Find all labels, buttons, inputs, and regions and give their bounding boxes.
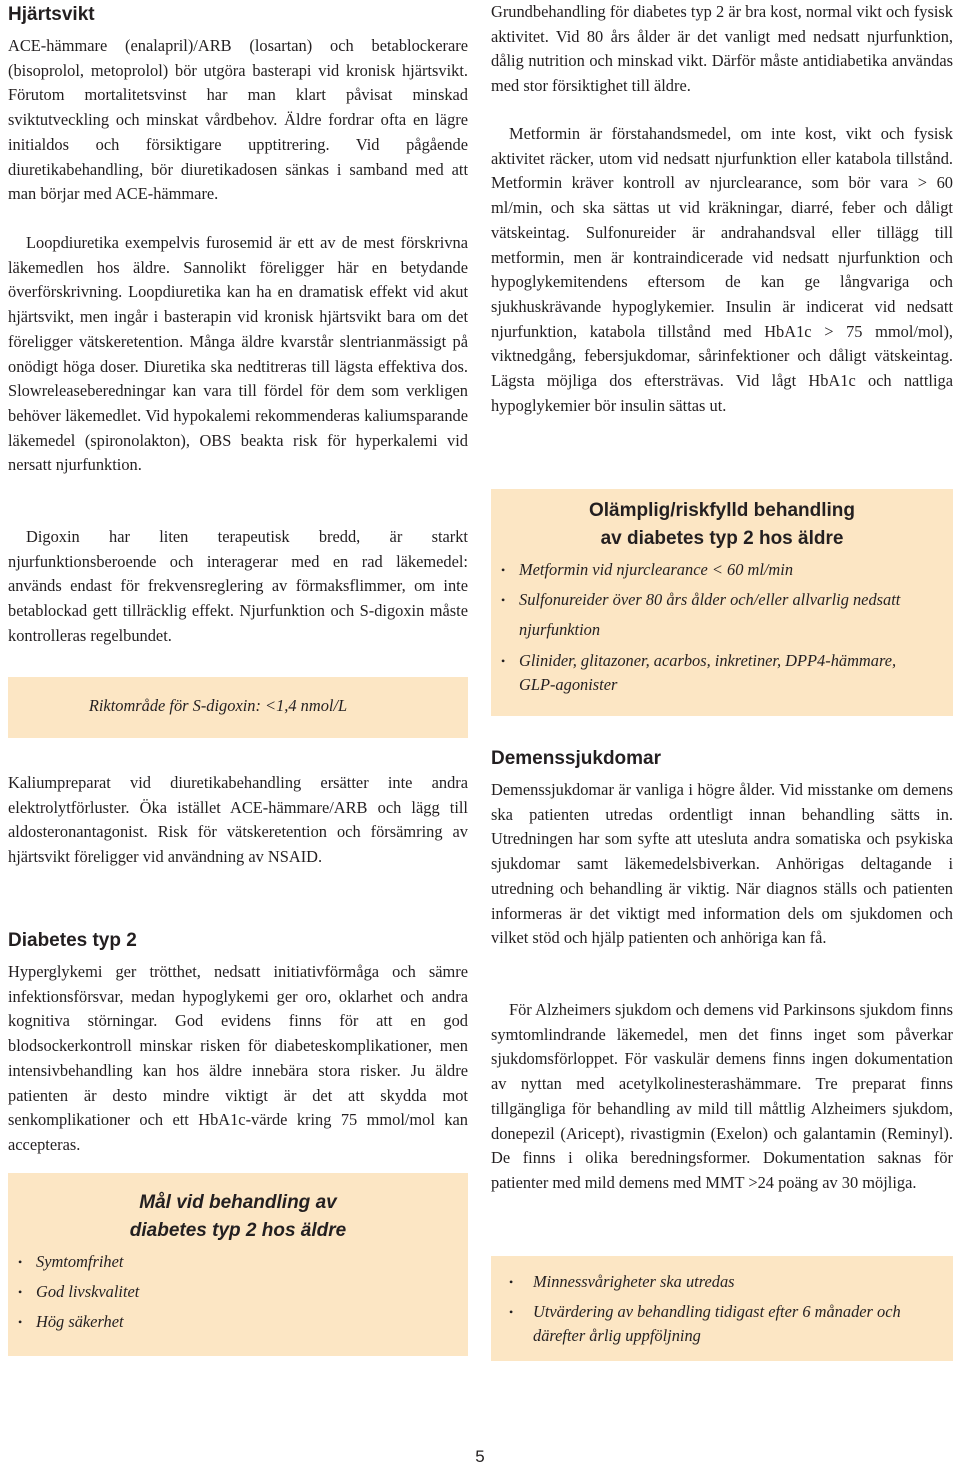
heading-diabetes: Diabetes typ 2 xyxy=(8,930,137,951)
demens-list xyxy=(491,1267,953,1348)
diabetes-goal-box xyxy=(8,1173,468,1356)
goal-list-item: • God livskvalitet xyxy=(18,1282,140,1301)
hjartsvikt-paragraph-3: Digoxin har liten terapeutisk bredd, är starkt njurfunktionsberoende och interagerar med en rad läkemedel: används endast för frekvensreglering av förmaksflimmer, om inte betablockad gett tillräcklig effekt. Njurfunktion och S-digoxin måste kontrolleras regelbundet. xyxy=(8,527,468,645)
risk-list-item: • Sulfonureider över 80 års ålder och/eller allvarlig nedsatt njurfunktion xyxy=(501,590,901,639)
heading-hjartsvikt: Hjärtsvikt xyxy=(8,4,95,25)
goal-list-item: • Symtomfrihet xyxy=(18,1252,124,1271)
hjartsvikt-paragraph-4: Kaliumpreparat vid diuretikabehandling ersätter inte andra elektrolytförluster. Öka istället ACE-hämmare/ARB och lägg till aldosteronantagonist. Risk för vätskeretention och försämring av hjärtsvikt föreligger vid användning av NSAID. xyxy=(8,773,468,867)
demens-list-item: • Utvärdering av behandling tidigast efter 6 månader och därefter årlig uppföljning xyxy=(509,1302,901,1345)
risk-box-title-line-2: av diabetes typ 2 hos äldre xyxy=(600,528,844,549)
risk-list-item: • Metformin vid njurclearance < 60 ml/min xyxy=(501,560,794,579)
diabetes-risk-box xyxy=(491,489,953,716)
risk-box-title-line-1: Olämplig/riskfylld behandling xyxy=(588,500,856,521)
heading-demens: Demenssjukdomar xyxy=(491,748,662,769)
digoxin-box-text: Riktområde för S-digoxin: <1,4 nmol/L xyxy=(88,696,348,715)
risk-list xyxy=(491,555,953,697)
hjartsvikt-paragraph-1: ACE-hämmare (enalapril)/ARB (losartan) och betablockerare (bisoprolol, metoprolol) bör utgöra basterapi vid kronisk hjärtsvikt. Förutom mortalitetsvinst har man klart påvisat minskad sviktutveckling och minskat vårdbehov. Äldre fordrar ofta en lägre initialdos och försiktigare upptitrering. Vid pågående diuretikabehandling, bör diuretikadosen sänkas i samband med att man börjar med ACE-hämmare. xyxy=(8,36,468,204)
demens-list-item: • Minnessvårigheter ska utredas xyxy=(509,1272,735,1291)
goal-list-item: • Hög säkerhet xyxy=(18,1312,124,1331)
diabetes-cont-paragraph-2: Metformin är förstahandsmedel, om inte kost, vikt och fysisk aktivitet räcker, utom vid nedsatt njurfunktion eller katabola tillstånd. Metformin kräver kontroll av njurclearance, som bör vara > 60 ml/min, och ska sättas ut vid kräkningar, diarré, feber och dåligt vätskeintag. Sulfonureider är andrahandsval eller tillägg till metformin, men är kontraindicerade vid nedsatt njurfunktion och hypoglykemitendens eftersom de kan ge långvariga och sjukhuskrävande hypoglykemier. Insulin är indicerat vid nedsatt njurfunktion, katabola tillstånd med HbA1c > 75 mmol/mol), viktnedgång, febersjukdomar, sårinfektioner och dåligt vätskeintag. Lägsta möjliga dos eftersträvas. Vid lågt HbA1c och nattliga hypoglykemier bör insulin sättas ut. xyxy=(491,124,953,415)
page-number: 5 xyxy=(475,1447,485,1466)
diabetes-cont-paragraph-1: Grundbehandling för diabetes typ 2 är bra kost, normal vikt och fysisk aktivitet. Vid 80 års ålder är det vanligt med nedsatt njurfunktion, dålig nutrition och minskad vikt. Därför måste antidiabetika användas med stor försiktighet till äldre. xyxy=(491,2,953,96)
hjartsvikt-paragraph-2: Loopdiuretika exempelvis furosemid är ett av de mest förskrivna läkemedlen hos äldre. Sannolikt föreligger här en betydande överförskrivning. Loopdiuretika kan ha en dramatisk effekt vid akut hjärtsvikt, men ingår i basterapin vid kronisk hjärtsvikt bara om det föreligger vätskeretention. Många äldre kvarstår slentrianmässigt på onödigt höga doser. Diuretika ska nedtitreras till lägsta effektiva dos. Slowreleaseberedningar kan vara till fördel för dem som verkligen behöver läkemedlet. Vid hypokalemi rekommenderas kaliumsparande läkemedel (spironolakton), OBS beakta risk för hyperkalemi vid nersatt njurfunktion. xyxy=(8,233,468,475)
demens-paragraph-1: Demenssjukdomar är vanliga i högre ålder. Vid misstanke om demens ska patienten utredas ordentligt innan behandling sätts in. Utredningen har som syfte att utesluta andra somatiska och psykiska sjukdomar samt läkemedelsbiverkan. Anhörigas deltagande i utredning och behandling är viktig. När diagnos ställs och patienten informeras är det viktigt med information dels om sjukdomen och vilket stöd och hjälp patienten och anhöriga kan få. xyxy=(491,780,953,948)
goal-box-title-line-2: diabetes typ 2 hos äldre xyxy=(129,1220,347,1241)
goal-box-title-line-1: Mål vid behandling av xyxy=(139,1192,337,1213)
digoxin-box xyxy=(8,677,468,738)
diabetes-paragraph-1: Hyperglykemi ger trötthet, nedsatt initiativförmåga och sämre infektionsförsvar, medan hypoglykemi ger oro, oklarhet och andra kognitiva störningar. God evidens finns för att en god blodsockerkontroll minskar risken för diabeteskomplikationer, men intensivbehandling kan hos äldre innebära stora risker. Ju äldre patienten är desto mindre viktigt är det att skydda mot senkomplikationer och ett HbA1c-värde kring 75 mmol/mol kan accepteras. xyxy=(8,962,468,1154)
risk-list-item: • Glinider, glitazoner, acarbos, inkretiner, DPP4-hämmare, GLP-agonister xyxy=(501,651,897,694)
demens-box xyxy=(491,1256,953,1361)
demens-paragraph-2: För Alzheimers sjukdom och demens vid Parkinsons sjukdom finns symtomlindrande läkemedel, men det finns inget som påverkar sjukdomsförloppet. För vaskulär demens finns ingen dokumentation av nyttan med acetylkolinesterashämmare. Tre preparat finns tillgängliga för behandling av mild till måttlig Alzheimers sjukdom, donepezil (Aricept), rivastigmin (Exelon) och galantamin (Reminyl). De finns i olika beredningsformer. Dokumentation saknas för patienter med mild demens med MMT >24 poäng av 30 möjliga. xyxy=(491,1000,953,1192)
goal-list xyxy=(8,1247,468,1337)
